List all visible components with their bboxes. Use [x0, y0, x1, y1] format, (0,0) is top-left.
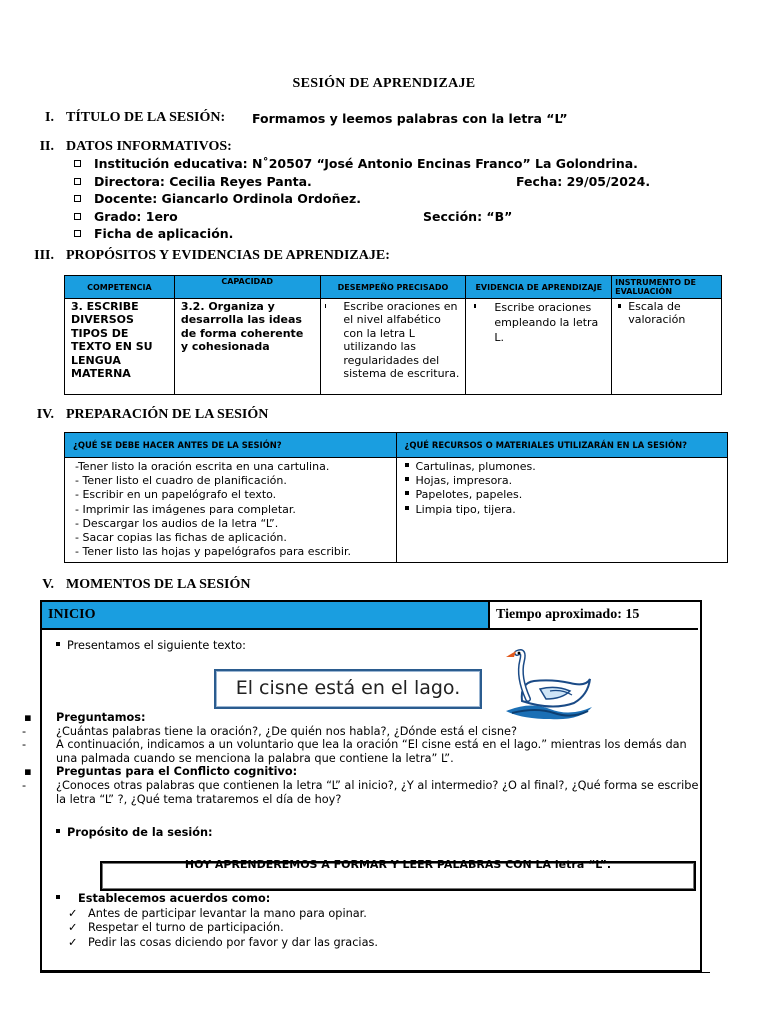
fecha-value: Fecha: 29/05/2024.	[516, 173, 651, 189]
list-item: - Escribir en un papelógrafo el texto.	[75, 488, 277, 502]
acuerdos-heading: Establecemos acuerdos como:	[56, 892, 676, 906]
list-item: Directora: Cecilia Reyes Panta. Fecha: 29/05/2024.	[74, 173, 638, 191]
checkmark-icon: ✓	[68, 921, 78, 935]
preparacion-table	[64, 432, 728, 563]
proposito-box	[100, 858, 696, 891]
column-header: COMPETENCIA	[65, 276, 175, 299]
square-bullet-icon	[618, 304, 621, 308]
section-label: MOMENTOS DE LA SESIÓN	[66, 577, 251, 592]
proposito-text: HOY APRENDEREMOS A FORMAR Y LEER PALABRAS CON LA letra “L”.	[184, 858, 612, 871]
sentence-card	[214, 669, 482, 709]
conflicto-heading: ▪ Preguntas para el Conflicto cognitivo:	[24, 765, 298, 779]
checkmark-icon: ✓	[68, 906, 78, 920]
square-bullet-icon	[405, 506, 409, 510]
list-item: Cartulinas, plumones.	[405, 460, 717, 474]
section-label: DATOS INFORMATIVOS:	[66, 139, 232, 154]
materials-cell	[396, 458, 727, 563]
list-item: - A continuación, indicamos a un voluntario que lea la oración “El cisne está en el lago.” mientras los demás dan una palmada cuando se menciona la palabra que contiene la letra” L”.	[22, 738, 687, 765]
list-item: - Tener listo las hojas y papelógrafos para escribir.	[75, 545, 351, 559]
instrumento-cell: Escala de valoración	[612, 299, 722, 395]
before-session-cell	[65, 458, 397, 563]
square-bullet-icon	[56, 829, 60, 833]
table-header-row	[65, 433, 728, 458]
section-number: IV.	[36, 407, 54, 422]
proposito-heading: Propósito de la sesión:	[56, 826, 213, 840]
column-header: DESEMPEÑO PRECISADO	[320, 276, 466, 299]
list-item: Papelotes, papeles.	[405, 488, 717, 502]
square-bullet-icon	[325, 304, 326, 308]
column-header: INSTRUMENTO DE EVALUACIÓN	[612, 276, 722, 299]
section-propositos-heading	[22, 248, 390, 264]
section-preparacion-heading	[22, 407, 268, 423]
list-item: Docente: Giancarlo Ordinola Ordoñez.	[74, 190, 638, 208]
square-bullet-icon	[56, 642, 60, 646]
acuerdos-block	[56, 892, 676, 949]
list-item: - ¿Conoces otras palabras que contienen la letra “L” al inicio?, ¿Y al intermedio? ¿O al final?, ¿Qué forma se escribe la letra “L” ?, ¿Qué tema trataremos el día de hoy?	[22, 778, 699, 806]
section-momentos-heading	[22, 577, 251, 593]
table-row	[65, 458, 728, 563]
column-header: EVIDENCIA DE APRENDIZAJE	[466, 276, 612, 299]
tiempo-label: Tiempo aproximado: 15	[496, 607, 640, 622]
square-bullet-icon	[74, 230, 81, 237]
inicio-header	[42, 602, 490, 630]
section-label: PROPÓSITOS Y EVIDENCIAS DE APRENDIZAJE:	[66, 248, 390, 263]
sentence-text: El cisne está en el lago.	[235, 677, 461, 699]
session-title-value: Formamos y leemos palabras con la letra “L”	[252, 111, 568, 126]
column-header: ¿QUÉ RECURSOS O MATERIALES UTILIZARÁN EN LA SESIÓN?	[396, 433, 727, 458]
square-bullet-icon	[74, 213, 81, 220]
square-bullet-icon	[74, 195, 81, 202]
section-number: II.	[39, 139, 54, 154]
column-header: CAPACIDAD	[174, 276, 320, 299]
preguntamos-heading: ▪ Preguntamos:	[24, 711, 146, 724]
list-item: Institución educativa: N˚20507 “José Antonio Encinas Franco” La Golondrina.	[74, 155, 638, 173]
list-item: ✓ Antes de participar levantar la mano para opinar.	[68, 906, 367, 920]
table-header-row	[65, 276, 722, 299]
list-item: - Imprimir las imágenes para completar.	[75, 502, 296, 516]
checkmark-icon: ✓	[68, 935, 78, 949]
section-number: V.	[42, 577, 54, 592]
propositos-table	[64, 275, 722, 395]
square-bullet-icon	[74, 160, 81, 167]
table-row	[65, 299, 722, 395]
list-item: Limpia tipo, tijera.	[405, 503, 717, 517]
square-bullet-icon	[405, 477, 409, 481]
list-item: Hojas, impresora.	[405, 474, 717, 488]
section-number: III.	[34, 248, 54, 263]
presentamos-item: Presentamos el siguiente texto:	[56, 639, 246, 653]
datos-informativos-list	[74, 155, 651, 243]
tiempo-header	[490, 602, 698, 630]
list-item: ✓ Respetar el turno de participación.	[68, 921, 284, 935]
capacidad-cell: 3.2. Organiza y desarrolla las ideas de forma coherente y cohesionada	[174, 299, 320, 395]
column-header: ¿QUÉ SE DEBE HACER ANTES DE LA SESIÓN?	[65, 433, 397, 458]
section-label: TÍTULO DE LA SESIÓN:	[66, 110, 226, 125]
list-item: - ¿Cuántas palabras tiene la oración?, ¿De quién nos habla?, ¿Dónde está el cisne?	[22, 724, 517, 738]
preguntamos-block	[22, 711, 702, 806]
square-bullet-icon	[74, 178, 81, 185]
section-title-heading	[22, 110, 225, 126]
square-bullet-icon	[56, 895, 60, 899]
square-bullet-icon	[474, 304, 476, 308]
section-number: I.	[45, 110, 54, 125]
section-datos-heading	[22, 139, 232, 155]
list-item: - Sacar copias las fichas de aplicación.	[75, 531, 287, 545]
list-item: Grado: 1ero Sección: “B”	[74, 208, 638, 226]
list-item: - Descargar los audios de la letra “L”.	[75, 516, 279, 530]
competencia-cell: 3. ESCRIBE DIVERSOS TIPOS DE TEXTO EN SU LENGUA MATERNA	[65, 299, 175, 395]
evidencia-cell: Escribe oraciones empleando la letra L.	[466, 299, 612, 395]
square-bullet-icon	[405, 463, 409, 467]
list-item: - Tener listo el cuadro de planificación.	[75, 474, 287, 488]
page-divider	[40, 972, 710, 973]
section-label: PREPARACIÓN DE LA SESIÓN	[66, 407, 269, 422]
desempeno-cell: Escribe oraciones en el nivel alfabético con la letra L utilizando las regularidades del sistema de escritura.	[320, 299, 466, 395]
seccion-value: Sección: “B”	[423, 208, 513, 224]
inicio-label: INICIO	[48, 607, 96, 622]
list-item: ✓ Pedir las cosas diciendo por favor y dar las gracias.	[68, 935, 378, 949]
square-bullet-icon	[405, 491, 409, 495]
list-item: -Tener listo la oración escrita en una cartulina.	[75, 460, 330, 473]
list-item: Ficha de aplicación.	[74, 225, 638, 243]
page-title: SESIÓN DE APRENDIZAJE	[292, 76, 476, 91]
